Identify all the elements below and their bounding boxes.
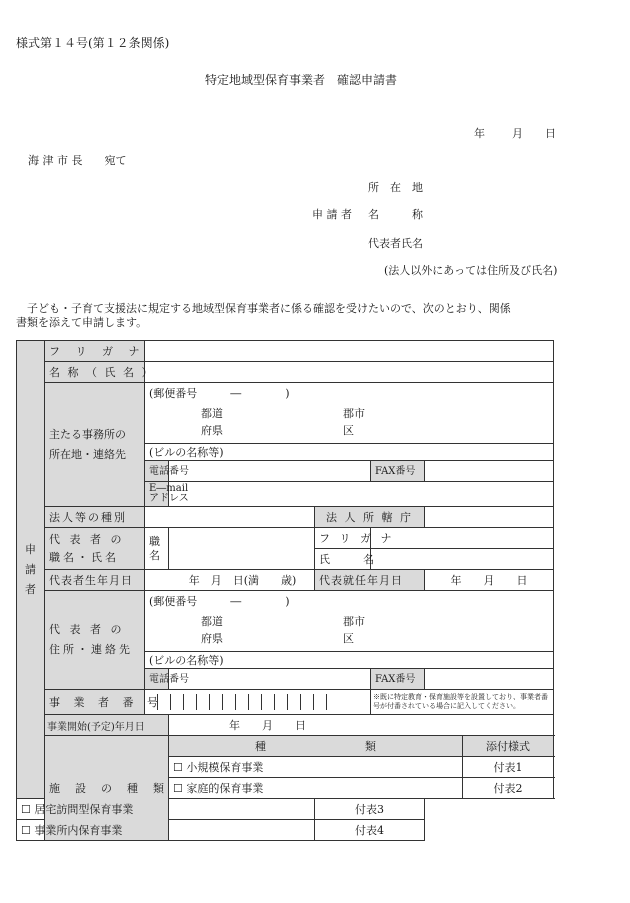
address-label: 所 在 地 bbox=[368, 181, 423, 194]
rep-furigana-label: フ リ ガ ナ bbox=[315, 528, 371, 549]
furigana-field[interactable] bbox=[145, 341, 554, 362]
email-label: E―mail アドレス bbox=[145, 482, 169, 507]
name-field[interactable] bbox=[145, 362, 554, 383]
phone-label: 電話番号 bbox=[145, 461, 169, 482]
name-label: 名 称 bbox=[368, 208, 423, 221]
facility-row bbox=[17, 820, 554, 841]
rep-birth-field[interactable]: 年 月 日(満 歳) bbox=[145, 570, 315, 591]
corp-office-label: 法 人 所 轄 庁 bbox=[315, 507, 425, 528]
rep-fax-field[interactable] bbox=[425, 669, 554, 690]
kind-header: 種 類 bbox=[169, 736, 463, 757]
facility-row bbox=[17, 799, 554, 820]
email-field[interactable] bbox=[169, 482, 554, 507]
rep-phone-field[interactable] bbox=[169, 669, 371, 690]
applicant-vertical-label: 申請者 bbox=[17, 341, 45, 799]
business-number-label: 事 業 者 番 号 bbox=[45, 690, 145, 715]
date-day: 日 bbox=[545, 127, 556, 140]
corp-office-field[interactable] bbox=[425, 507, 554, 528]
facility-form: 付表2 bbox=[463, 778, 554, 799]
rep-prefecture-label: 都道 府県 bbox=[201, 615, 223, 645]
facility-option-small[interactable]: ☐ 小規模保育事業 bbox=[169, 757, 463, 778]
job-title-label: 職 名 bbox=[145, 528, 169, 570]
fax-field[interactable] bbox=[425, 461, 554, 482]
rep-phone-label: 電話番号 bbox=[145, 669, 169, 690]
intro-line-2: 書類を添えて申請します。 bbox=[16, 316, 148, 329]
facility-option-home[interactable]: ☐ 家庭的保育事業 bbox=[169, 778, 463, 799]
corp-type-field[interactable] bbox=[145, 507, 315, 528]
rep-postal-code[interactable]: (郵便番号 ― ) bbox=[145, 591, 554, 612]
job-title-field[interactable] bbox=[169, 528, 315, 570]
applicant-label: 申 請 者 bbox=[312, 208, 352, 221]
application-table bbox=[16, 340, 554, 841]
attach-header: 添付様式 bbox=[463, 736, 554, 757]
rep-name-label: 氏 名 bbox=[315, 549, 371, 570]
addressee: 海 津 市 長 宛て bbox=[28, 154, 127, 167]
facility-form: 付表4 bbox=[315, 820, 425, 841]
corp-type-label: 法人等の種別 bbox=[45, 507, 145, 528]
representative-label: 代表者氏名 bbox=[368, 237, 423, 250]
rep-furigana-field[interactable] bbox=[371, 528, 554, 549]
business-number-boxes[interactable] bbox=[145, 690, 371, 715]
rep-city-label: 郡市 区 bbox=[343, 615, 365, 645]
rep-birth-label: 代表者生年月日 bbox=[45, 570, 145, 591]
furigana-label: フ リ ガ ナ bbox=[45, 341, 145, 362]
main-office-label: 主たる事務所の 所在地・連絡先 bbox=[45, 383, 145, 507]
name-label: 名 称 （ 氏 名 ） bbox=[45, 362, 145, 383]
prefecture-label: 都道 府県 bbox=[201, 407, 223, 437]
date-month: 月 bbox=[512, 127, 523, 140]
form-number: 様式第１４号(第１２条関係) bbox=[16, 36, 170, 50]
rep-name-field[interactable] bbox=[371, 549, 554, 570]
postal-code[interactable]: (郵便番号 ― ) bbox=[145, 383, 554, 404]
facility-type-label: 施 設 の 種 類 bbox=[45, 736, 169, 841]
intro-line-1: 子ども・子育て支援法に規定する地域型保育事業者に係る確認を受けたいので、次のとおり、関係 bbox=[27, 302, 511, 315]
corporate-note: (法人以外にあっては住所及び氏名) bbox=[384, 264, 558, 277]
facility-option-workplace[interactable]: ☐ 事業所内保育事業 bbox=[17, 820, 315, 841]
phone-field[interactable] bbox=[169, 461, 371, 482]
facility-option-visit[interactable]: ☐ 居宅訪問型保育事業 bbox=[17, 799, 315, 820]
main-office-address[interactable] bbox=[145, 403, 554, 444]
fax-label: FAX番号 bbox=[371, 461, 425, 482]
business-number-note: ※既に特定教育・保育施設等を設置しており、事業者番号が付番されている場合に記入してください。 bbox=[371, 690, 554, 715]
city-label: 郡市 区 bbox=[343, 407, 365, 437]
rep-fax-label: FAX番号 bbox=[371, 669, 425, 690]
rep-building-name[interactable]: (ビルの名称等) bbox=[145, 652, 554, 669]
building-name[interactable]: (ビルの名称等) bbox=[145, 444, 554, 461]
facility-form: 付表3 bbox=[315, 799, 425, 820]
rep-term-label: 代表就任年月日 bbox=[315, 570, 425, 591]
rep-address-label: 代 表 者 の 住所・連絡先 bbox=[45, 591, 145, 690]
facility-form: 付表1 bbox=[463, 757, 554, 778]
page-title: 特定地域型保育事業者 確認申請書 bbox=[205, 73, 398, 87]
rep-title-label: 代 表 者 の 職名・氏名 bbox=[45, 528, 145, 570]
start-date-label: 事業開始(予定)年月日 bbox=[45, 715, 169, 736]
start-date-field[interactable]: 年 月 日 bbox=[169, 715, 554, 736]
date-year: 年 bbox=[474, 127, 485, 140]
rep-term-field[interactable]: 年 月 日 bbox=[425, 570, 554, 591]
rep-address[interactable] bbox=[145, 611, 554, 652]
